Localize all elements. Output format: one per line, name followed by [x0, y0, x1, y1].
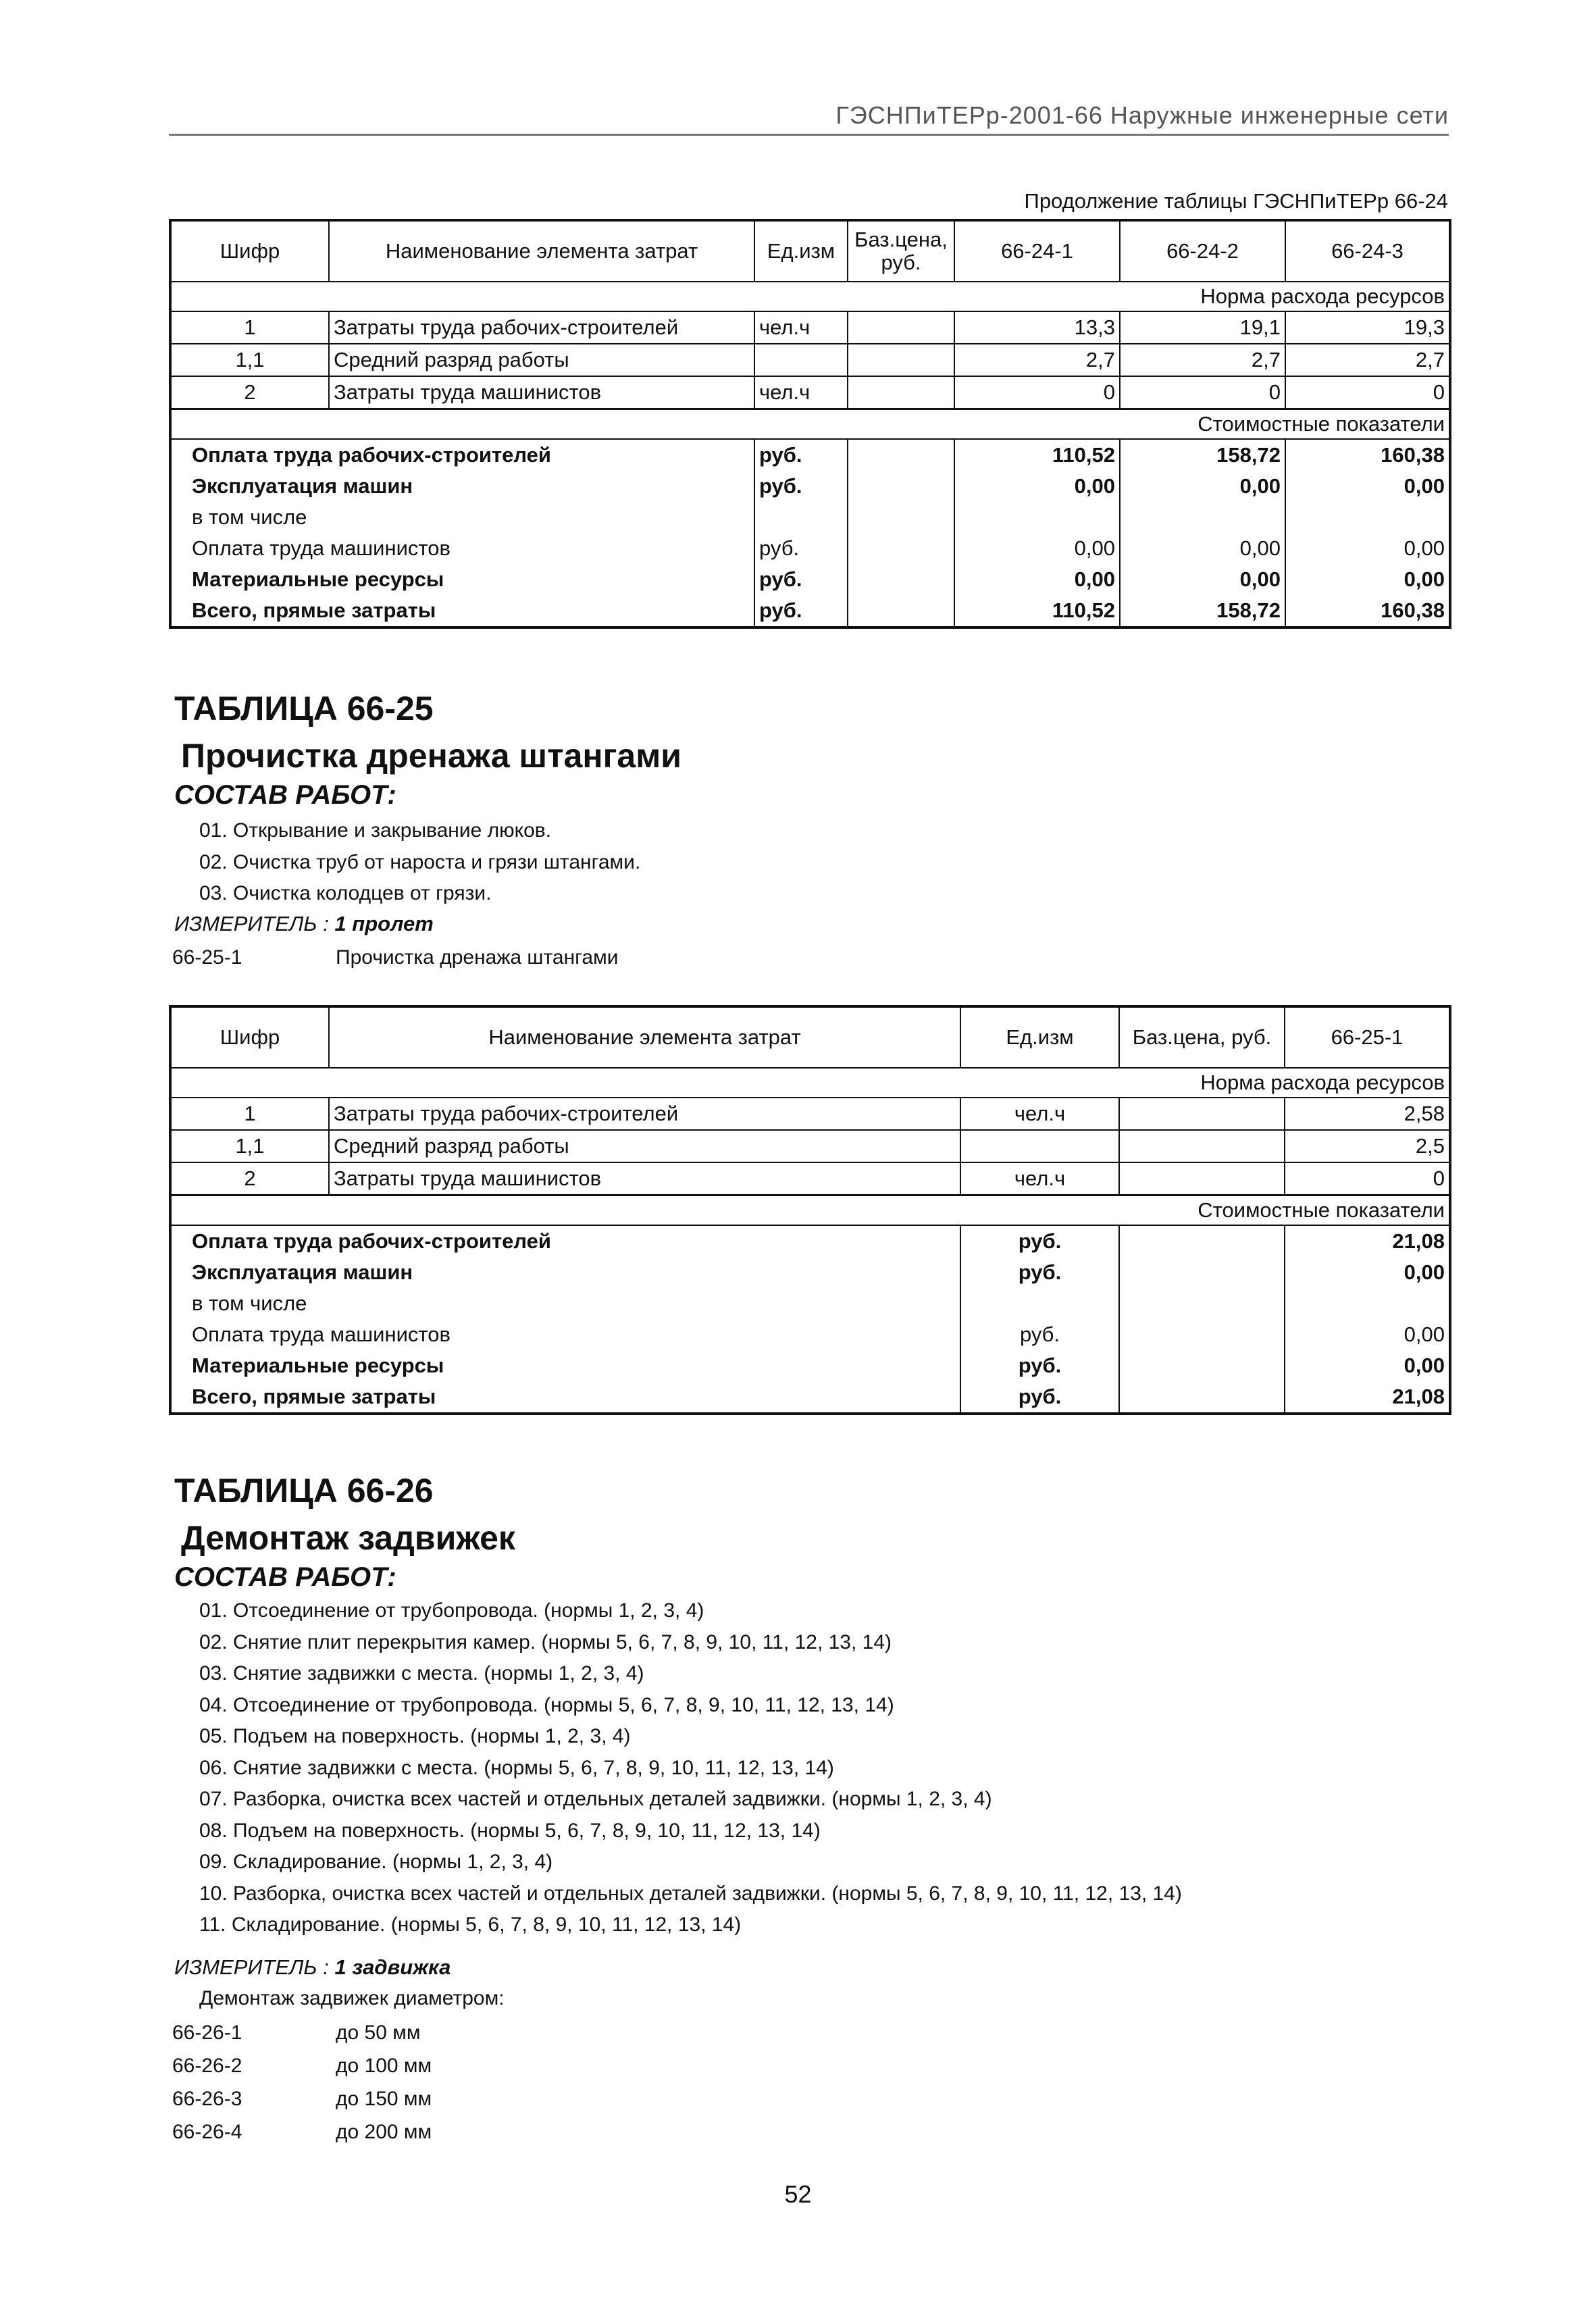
table-row	[170, 533, 1450, 564]
work-item: 01. Отсоединение от трубопровода. (нормы 1, 2, 3, 4)	[199, 1599, 704, 1622]
row-name: Эксплуатация машин	[170, 471, 754, 502]
row-value-1: 0,00	[1285, 1319, 1450, 1350]
row-price	[1119, 1257, 1285, 1288]
work-list	[199, 815, 640, 910]
row-name: Материальные ресурсы	[170, 564, 754, 595]
list-item	[172, 2082, 432, 2115]
section-norm-row	[170, 1068, 1450, 1098]
item-list	[172, 2016, 432, 2149]
row-value-1: 0	[1285, 1162, 1450, 1195]
meter-value: 1 пролет	[334, 912, 434, 935]
row-name: Всего, прямые затраты	[170, 595, 754, 627]
row-name: Средний разряд работы	[329, 1130, 960, 1162]
row-value-1	[954, 502, 1120, 533]
row-unit: чел.ч	[754, 311, 848, 344]
list-item	[172, 2049, 432, 2082]
row-value-2: 0	[1120, 376, 1285, 409]
work-item: 05. Подъем на поверхность. (нормы 1, 2, 3, 4)	[199, 1725, 631, 1747]
section-cost-label: Стоимостные показатели	[170, 409, 1450, 440]
row-price	[1119, 1350, 1285, 1381]
section-cost-row	[170, 409, 1450, 440]
row-value-2: 0,00	[1120, 564, 1285, 595]
table-row	[170, 344, 1450, 376]
row-unit	[754, 344, 848, 376]
row-unit: чел.ч	[960, 1162, 1119, 1195]
header-col2: 66-24-2	[1120, 220, 1285, 282]
row-value-2: 19,1	[1120, 311, 1285, 344]
row-value-2	[1120, 502, 1285, 533]
table-header-row	[170, 220, 1450, 282]
header-col3: 66-24-3	[1285, 220, 1450, 282]
item-code: 66-26-4	[172, 2121, 242, 2143]
work-item: 01. Открывание и закрывание люков.	[199, 819, 552, 842]
row-value-2: 0,00	[1120, 533, 1285, 564]
table-row	[170, 311, 1450, 344]
work-item: 04. Отсоединение от трубопровода. (нормы 5, 6, 7, 8, 9, 10, 11, 12, 13, 14)	[199, 1693, 894, 1716]
row-price	[1119, 1098, 1285, 1130]
row-value-1: 110,52	[954, 595, 1120, 627]
table-row	[170, 1098, 1450, 1130]
row-value-3: 160,38	[1285, 439, 1450, 471]
work-item: 02. Снятие плит перекрытия камер. (нормы 5, 6, 7, 8, 9, 10, 11, 12, 13, 14)	[199, 1630, 892, 1653]
header-code: Шифр	[170, 1006, 329, 1068]
header-unit: Ед.изм	[960, 1006, 1119, 1068]
row-value-1: 0,00	[954, 533, 1120, 564]
meter-line	[174, 1955, 451, 1980]
item-name: до 150 мм	[336, 2088, 432, 2110]
header-name: Наименование элемента затрат	[329, 220, 754, 282]
item-name: Прочистка дренажа штангами	[336, 946, 619, 969]
row-value-1: 21,08	[1285, 1225, 1450, 1257]
table-row	[170, 1162, 1450, 1195]
row-value-1: 0,00	[1285, 1257, 1450, 1288]
work-item: 11. Складирование. (нормы 5, 6, 7, 8, 9, 10, 11, 12, 13, 14)	[199, 1913, 742, 1936]
header-price: Баз.цена, руб.	[1119, 1006, 1285, 1068]
row-name: Всего, прямые затраты	[170, 1381, 960, 1414]
row-code: 1	[170, 1098, 329, 1130]
table-row	[170, 439, 1450, 471]
row-name: Оплата труда машинистов	[170, 1319, 960, 1350]
row-unit: руб.	[960, 1257, 1119, 1288]
section-norm-label: Норма расхода ресурсов	[170, 282, 1450, 311]
table-header-row	[170, 1006, 1450, 1068]
row-value-1: 13,3	[954, 311, 1120, 344]
table-row	[170, 1319, 1450, 1350]
table-row	[170, 1130, 1450, 1162]
row-name: Эксплуатация машин	[170, 1257, 960, 1288]
row-value-2: 158,72	[1120, 439, 1285, 471]
row-price	[1119, 1288, 1285, 1319]
row-price	[848, 471, 954, 502]
table-row	[170, 1350, 1450, 1381]
row-value-3	[1285, 502, 1450, 533]
row-price	[848, 533, 954, 564]
section-cost-label: Стоимостные показатели	[170, 1195, 1450, 1226]
table-row	[170, 564, 1450, 595]
row-unit: руб.	[960, 1319, 1119, 1350]
table-row	[170, 376, 1450, 409]
table-row	[170, 471, 1450, 502]
row-value-2: 0,00	[1120, 471, 1285, 502]
item-list	[172, 941, 619, 974]
page-number: 52	[784, 2180, 812, 2208]
running-header: ГЭСНПиТЕРр-2001-66 Наружные инженерные сети	[169, 101, 1449, 136]
row-value-3: 0,00	[1285, 564, 1450, 595]
row-value-1: 0	[954, 376, 1120, 409]
row-code: 2	[170, 1162, 329, 1195]
row-value-3: 2,7	[1285, 344, 1450, 376]
row-price	[848, 564, 954, 595]
header-code: Шифр	[170, 220, 329, 282]
row-unit: руб.	[754, 595, 848, 627]
row-name: Затраты труда рабочих-строителей	[329, 1098, 960, 1130]
item-code: 66-26-2	[172, 2055, 242, 2077]
work-item: 07. Разборка, очистка всех частей и отдельных деталей задвижки. (нормы 1, 2, 3, 4)	[199, 1788, 992, 1810]
row-price	[848, 595, 954, 627]
table-row	[170, 1381, 1450, 1414]
row-unit: чел.ч	[754, 376, 848, 409]
row-unit	[960, 1130, 1119, 1162]
meter-value: 1 задвижка	[334, 1955, 451, 1979]
work-item: 08. Подъем на поверхность. (нормы 5, 6, 7, 8, 9, 10, 11, 12, 13, 14)	[199, 1819, 821, 1842]
row-value-1: 2,7	[954, 344, 1120, 376]
work-item: 03. Снятие задвижки с места. (нормы 1, 2, 3, 4)	[199, 1662, 644, 1685]
work-item: 02. Очистка труб от нароста и грязи штангами.	[199, 850, 641, 873]
item-code: 66-25-1	[172, 946, 242, 969]
row-price	[1119, 1381, 1285, 1414]
row-value-2: 2,7	[1120, 344, 1285, 376]
section-cost-row	[170, 1195, 1450, 1226]
item-name: до 200 мм	[336, 2121, 432, 2143]
row-code: 2	[170, 376, 329, 409]
work-item: 10. Разборка, очистка всех частей и отдельных деталей задвижки. (нормы 5, 6, 7, 8, 9, 10, 11, 12, 13, 14)	[199, 1882, 1182, 1905]
row-value-1	[1285, 1288, 1450, 1319]
row-value-1: 0,00	[1285, 1350, 1450, 1381]
meter-label: ИЗМЕРИТЕЛЬ :	[174, 1955, 329, 1979]
row-price	[1119, 1319, 1285, 1350]
row-price	[1119, 1130, 1285, 1162]
row-unit: руб.	[754, 439, 848, 471]
table-row	[170, 1225, 1450, 1257]
row-value-1: 110,52	[954, 439, 1120, 471]
continuation-caption: Продолжение таблицы ГЭСНПиТЕРр 66-24	[1024, 189, 1448, 213]
row-price	[848, 344, 954, 376]
work-item: 09. Складирование. (нормы 1, 2, 3, 4)	[199, 1851, 553, 1873]
table-row	[170, 1288, 1450, 1319]
item-code: 66-26-1	[172, 2022, 242, 2044]
table-6626-subtitle: Демонтаж задвижек	[181, 1519, 515, 1557]
list-item	[172, 2016, 432, 2049]
row-unit: руб.	[960, 1225, 1119, 1257]
header-col1: 66-25-1	[1285, 1006, 1450, 1068]
items-intro: Демонтаж задвижек диаметром:	[199, 1987, 505, 2009]
list-item	[172, 2115, 432, 2149]
row-code: 1	[170, 311, 329, 344]
item-name: до 100 мм	[336, 2055, 432, 2077]
row-price	[1119, 1162, 1285, 1195]
row-price	[848, 376, 954, 409]
table-6625-title: ТАБЛИЦА 66-25	[174, 690, 434, 727]
row-name: Затраты труда рабочих-строителей	[329, 311, 754, 344]
row-value-3: 0,00	[1285, 533, 1450, 564]
item-code: 66-26-3	[172, 2088, 242, 2110]
table-6626-title: ТАБЛИЦА 66-26	[174, 1472, 434, 1510]
sostav-label: СОСТАВ РАБОТ:	[174, 1562, 396, 1592]
table-row	[170, 1257, 1450, 1288]
row-value-3: 0,00	[1285, 471, 1450, 502]
row-value-1: 21,08	[1285, 1381, 1450, 1414]
row-name: Затраты труда машинистов	[329, 376, 754, 409]
meter-label: ИЗМЕРИТЕЛЬ :	[174, 912, 329, 935]
row-value-1: 0,00	[954, 471, 1120, 502]
section-norm-row	[170, 282, 1450, 311]
row-unit	[754, 502, 848, 533]
table-6625-subtitle: Прочистка дренажа штангами	[181, 737, 681, 775]
row-value-3: 0	[1285, 376, 1450, 409]
row-price	[848, 502, 954, 533]
table-66-25	[169, 1005, 1451, 1415]
row-unit: руб.	[960, 1381, 1119, 1414]
row-price	[848, 439, 954, 471]
header-name: Наименование элемента затрат	[329, 1006, 960, 1068]
row-unit: чел.ч	[960, 1098, 1119, 1130]
row-unit	[960, 1288, 1119, 1319]
row-unit: руб.	[960, 1350, 1119, 1381]
row-name: Оплата труда рабочих-строителей	[170, 1225, 960, 1257]
row-name: в том числе	[170, 1288, 960, 1319]
row-name: Оплата труда рабочих-строителей	[170, 439, 754, 471]
row-name: Средний разряд работы	[329, 344, 754, 376]
row-name: в том числе	[170, 502, 754, 533]
row-value-1: 2,5	[1285, 1130, 1450, 1162]
table-row	[170, 595, 1450, 627]
row-unit: руб.	[754, 533, 848, 564]
header-col1: 66-24-1	[954, 220, 1120, 282]
sostav-label: СОСТАВ РАБОТ:	[174, 780, 396, 810]
row-code: 1,1	[170, 1130, 329, 1162]
row-code: 1,1	[170, 344, 329, 376]
row-value-1: 2,58	[1285, 1098, 1450, 1130]
row-value-1: 0,00	[954, 564, 1120, 595]
item-name: до 50 мм	[336, 2022, 421, 2044]
meter-line	[174, 912, 434, 936]
section-norm-label: Норма расхода ресурсов	[170, 1068, 1450, 1098]
row-value-3: 19,3	[1285, 311, 1450, 344]
table-row	[170, 502, 1450, 533]
row-unit: руб.	[754, 471, 848, 502]
row-name: Оплата труда машинистов	[170, 533, 754, 564]
list-item	[172, 941, 619, 974]
row-name: Затраты труда машинистов	[329, 1162, 960, 1195]
header-price: Баз.цена, руб.	[848, 220, 954, 282]
work-item: 06. Снятие задвижки с места. (нормы 5, 6, 7, 8, 9, 10, 11, 12, 13, 14)	[199, 1756, 834, 1779]
header-unit: Ед.изм	[754, 220, 848, 282]
row-price	[1119, 1225, 1285, 1257]
work-item: 03. Очистка колодцев от грязи.	[199, 882, 492, 904]
row-price	[848, 311, 954, 344]
row-value-2: 158,72	[1120, 595, 1285, 627]
row-unit: руб.	[754, 564, 848, 595]
row-value-3: 160,38	[1285, 595, 1450, 627]
row-name: Материальные ресурсы	[170, 1350, 960, 1381]
table-66-24	[169, 219, 1451, 629]
work-list	[199, 1595, 1182, 1941]
